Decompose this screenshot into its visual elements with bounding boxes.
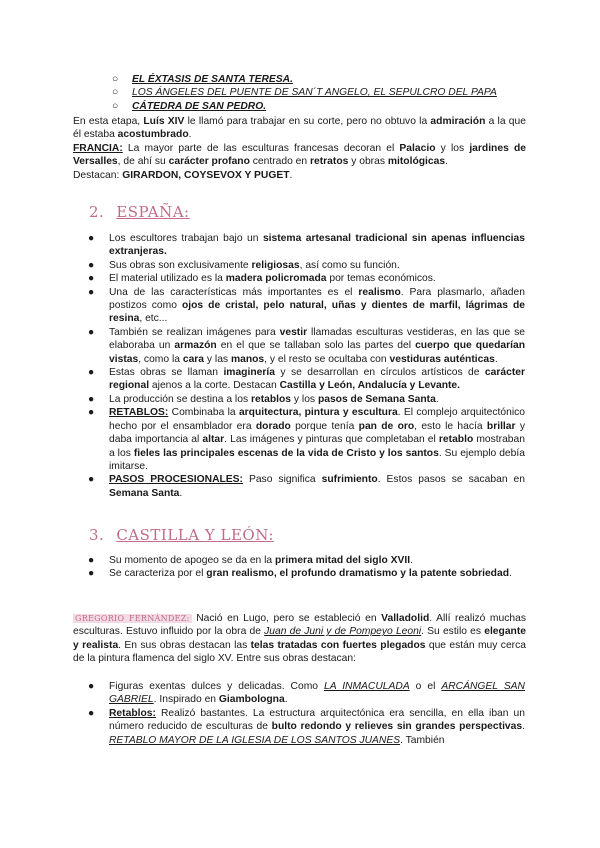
gregorio-works-list (88, 680, 525, 747)
section-heading-espana: 2. ESPAÑA: (89, 203, 190, 221)
castilla-list (88, 554, 525, 581)
circle-bullet-icon: ○ (112, 100, 119, 112)
list-item: ● También se realizan imágenes para vestir llamadas esculturas vestideras, en las que se elaboraba un armazón en el que se tallaban solo las partes del cuerpo que quedarían vistas, como la cara y las manos, y el resto se ocultaba con vestiduras auténticas. (88, 326, 525, 365)
list-item: ● Sus obras son exclusivamente religiosas, así como su función. (88, 259, 400, 271)
list-item: ● PASOS PROCESIONALES: Paso significa sufrimiento. Estos pasos se sacaban en Semana Santa. (88, 474, 526, 499)
list-item: ● La producción se destina a los retablos y los pasos de Semana Santa. (88, 393, 439, 405)
bullet-icon: ● (88, 259, 95, 271)
gregorio-fernandez-name: GREGORIO FERNÁNDEZ: (75, 614, 190, 623)
pasos-label: PASOS PROCESIONALES: (109, 474, 243, 486)
list-item: ● Se caracteriza por el gran realismo, el profundo dramatismo y la patente sobriedad. (88, 568, 512, 580)
gregorio-paragraph: GREGORIO FERNÁNDEZ: Nació en Lugo, pero se estableció en Valladolid. Allí realizó muchas esculturas. Estuvo influido por la obra de Juan de Juni y de Pompeyo Leoni. Su estilo es elegante y realista. En sus obras destacan las telas tratadas con fuertes plegados que están muy cerca de la pintura flamenca del siglo XV. Entre sus obras destacan: (73, 613, 526, 665)
bullet-icon: ● (88, 681, 95, 692)
retablos-label: RETABLOS: (109, 407, 169, 419)
list-item: ● Los escultores trabajan bajo un sistema artesanal tradicional sin apenas influencias extranjeras. (88, 233, 525, 258)
list-item: ● El material utilizado es la madera policromada por temas económicos. (88, 273, 436, 285)
espana-list (88, 232, 525, 500)
bullet-icon: ● (88, 367, 95, 379)
list-item: ● Su momento de apogeo se da en la primera mitad del siglo XVII. (88, 555, 413, 566)
list-item: ● RETABLOS: Combinaba la arquitectura, pintura y escultura. El complejo arquitectónico hecho por el ensamblador era dorado porque tenía pan de oro, esto le hacía brillar y daba importancia al altar. Las imágenes y pinturas que completaban el retablo mostraban a los fieles las principales escenas de la vida de Cristo y los santos. Su ejemplo debía imitarse. (88, 407, 525, 472)
list-item: ○ LOS ÁNGELES DEL PUENTE DE SAN´T ANGELO, EL SEPULCRO DEL PAPA (112, 87, 497, 99)
list-item: ● Estas obras se llaman imaginería y se desarrollan en círculos artísticos de carácter regional ajenos a la corte. Destacan Castilla y León, Andalucía y Levante. (88, 367, 525, 392)
francia-label: FRANCIA: (73, 143, 123, 154)
bullet-icon: ● (88, 286, 95, 298)
bullet-icon: ● (88, 393, 95, 405)
etapa-paragraph: En esta etapa, Luís XIV le llamó para trabajar en su corte, pero no obtuvo la admiración a la que él estaba acostumbrado. (73, 116, 526, 141)
sculpture-works-list (112, 73, 552, 113)
list-item: ● Retablos: Realizó bastantes. La estructura arquitectónica era sencilla, en ella iban un número reducido de esculturas de bulto redondo y relieves sin grandes perspectivas. RETABLO MAYOR DE LA IGLESIA DE LOS SANTOS JUANES. También (88, 707, 525, 746)
list-item: ○ CÁTEDRA DE SAN PEDRO. (112, 100, 267, 112)
circle-bullet-icon: ○ (112, 87, 119, 99)
list-item: ● Una de las características más importantes es el realismo. Para plasmarlo, añaden postizos como ojos de cristal, pelo natural, uñas y dientes de marfil, lágrimas de resina, etc... (88, 286, 525, 325)
circle-bullet-icon: ○ (112, 74, 119, 85)
list-item: ○ EL ÉXTASIS DE SANTA TERESA. (112, 74, 293, 85)
bullet-icon: ● (88, 326, 95, 338)
bullet-icon: ● (88, 474, 95, 486)
list-item: ● Figuras exentas dulces y delicadas. Como LA INMACULADA o el ARCÁNGEL SAN GABRIEL. Inspirado en Giambologna. (88, 681, 525, 706)
francia-paragraph: FRANCIA: La mayor parte de las esculturas francesas decoran el Palacio y los jardines de Versalles, de ahí su carácter profano centrado en retratos y obras mitológicas. Destacan: GIRARDON, COYSEVOX Y PUGET. (73, 143, 526, 181)
bullet-icon: ● (88, 407, 95, 419)
bullet-icon: ● (88, 568, 95, 580)
bullet-icon: ● (88, 233, 95, 244)
section-heading-castilla: 3. CASTILLA Y LEÓN: (89, 526, 274, 544)
retablos-label: Retablos: (109, 707, 156, 719)
bullet-icon: ● (88, 555, 95, 566)
bullet-icon: ● (88, 707, 95, 719)
bullet-icon: ● (88, 273, 95, 285)
